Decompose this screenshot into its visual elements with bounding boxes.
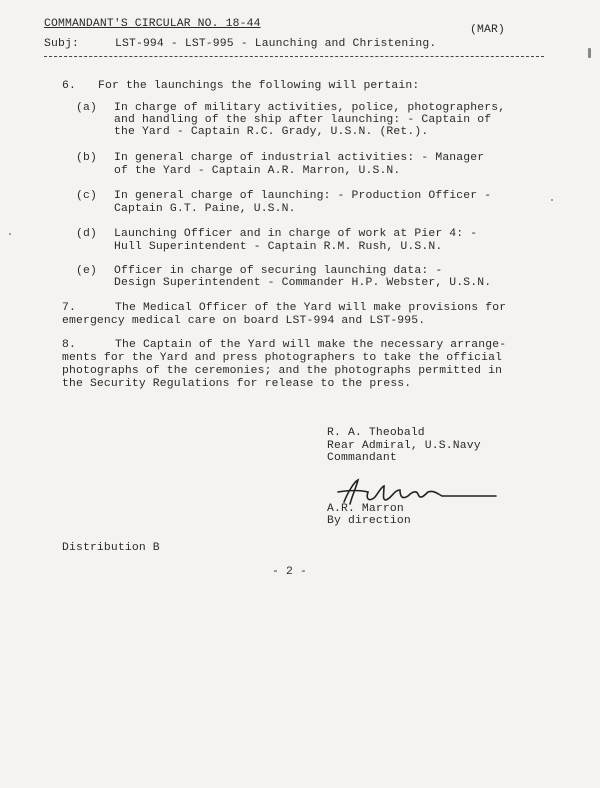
item-c-line: In general charge of launching: - Production Officer - [114,190,492,202]
para7-line: emergency medical care on board LST-994 and LST-995. [62,315,426,327]
item-e-line: Design Superintendent - Commander H.P. Webster, U.S.N. [114,277,492,289]
item-d-line: Hull Superintendent - Captain R.M. Rush, U.S.N. [114,241,443,253]
para7-line: The Medical Officer of the Yard will make provisions for [115,302,507,314]
item-a-line: In charge of military activities, police, photographers, [114,102,506,114]
para8-number: 8. [62,339,76,351]
para6-text: For the launchings the following will pertain: [98,80,420,92]
para6-number: 6. [62,80,76,92]
item-b-label: (b) [76,152,97,164]
item-a-label: (a) [76,102,97,114]
scan-speck [551,199,553,201]
distribution: Distribution B [62,542,160,554]
item-a-line: and handling of the ship after launching: - Captain of [114,114,492,126]
para7-number: 7. [62,302,76,314]
item-d-line: Launching Officer and in charge of work at Pier 4: - [114,228,478,240]
item-a-line: the Yard - Captain R.C. Grady, U.S.N. (Ret.). [114,126,429,138]
para8-line: The Captain of the Yard will make the necessary arrange- [115,339,507,351]
signature-name: R. A. Theobald [327,427,425,439]
signature-rank: Rear Admiral, U.S.Navy [327,440,481,452]
scan-speck [9,233,11,235]
item-b-line: In general charge of industrial activities: - Manager [114,152,485,164]
para8-line: ments for the Yard and press photographers to take the official [62,352,503,364]
subject-label: Subj: [44,38,79,50]
by-direction: By direction [327,515,411,527]
para8-line: photographs of the ceremonies; and the photographs permitted in [62,365,503,377]
item-d-label: (d) [76,228,97,240]
item-c-line: Captain G.T. Paine, U.S.N. [114,203,296,215]
header-rule [44,56,544,57]
scan-speck [588,48,591,58]
item-e-label: (e) [76,265,97,277]
page-number: - 2 - [272,566,307,578]
item-c-label: (c) [76,190,97,202]
circular-title: COMMANDANT'S CIRCULAR NO. 18-44 [44,18,261,30]
circular-code: (MAR) [470,24,505,36]
signature-title: Commandant [327,452,397,464]
signer-name: A.R. Marron [327,503,404,515]
item-b-line: of the Yard - Captain A.R. Marron, U.S.N. [114,165,401,177]
subject-line: LST-994 - LST-995 - Launching and Christening. [115,38,437,50]
para8-line: the Security Regulations for release to the press. [62,378,412,390]
item-e-line: Officer in charge of securing launching data: - [114,265,443,277]
